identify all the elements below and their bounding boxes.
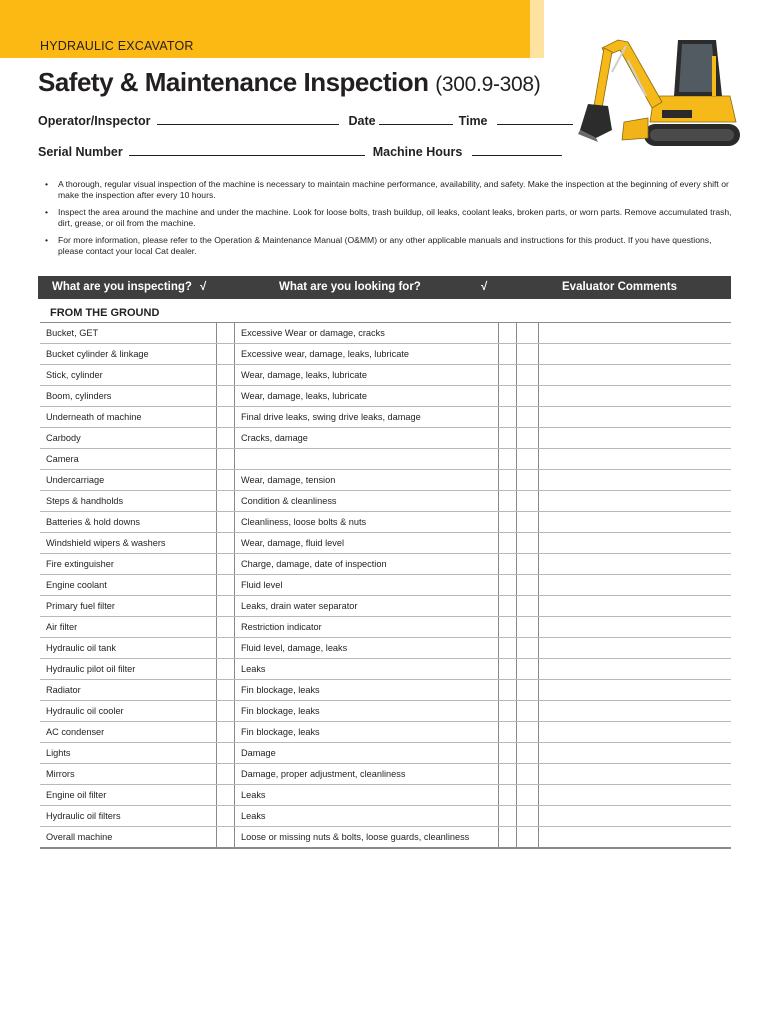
table-row xyxy=(40,470,731,491)
inspect-item-cell: Radiator xyxy=(46,685,81,695)
table-header xyxy=(38,276,731,299)
check-box-2[interactable] xyxy=(516,407,538,427)
table-row xyxy=(40,533,731,554)
spacer-cell xyxy=(498,449,516,469)
check-box-1[interactable] xyxy=(216,491,234,511)
look-for-cell: Excessive wear, damage, leaks, lubricate xyxy=(234,344,498,364)
spacer-cell xyxy=(498,428,516,448)
look-for-cell: Cleanliness, loose bolts & nuts xyxy=(234,512,498,532)
comments-cell[interactable] xyxy=(538,659,731,679)
check-box-1[interactable] xyxy=(216,680,234,700)
spacer-cell xyxy=(498,743,516,763)
look-for-cell: Fluid level xyxy=(234,575,498,595)
comments-cell[interactable] xyxy=(538,806,731,826)
look-for-cell: Loose or missing nuts & bolts, loose guards, cleanliness xyxy=(234,827,498,847)
inspect-item-cell: Fire extinguisher xyxy=(46,559,114,569)
inspect-item-cell: Air filter xyxy=(46,622,78,632)
look-for-cell: Wear, damage, fluid level xyxy=(234,533,498,553)
inspect-item-cell: Undercarriage xyxy=(46,475,105,485)
check-box-2[interactable] xyxy=(516,533,538,553)
spacer-cell xyxy=(498,701,516,721)
check-box-2[interactable] xyxy=(516,701,538,721)
table-row xyxy=(40,827,731,847)
table-row xyxy=(40,617,731,638)
spacer-cell xyxy=(498,764,516,784)
spacer-cell xyxy=(498,680,516,700)
comments-cell[interactable] xyxy=(538,449,731,469)
comments-cell[interactable] xyxy=(538,554,731,574)
table-row xyxy=(40,512,731,533)
title-main: Safety & Maintenance Inspection xyxy=(38,67,429,97)
comments-cell[interactable] xyxy=(538,365,731,385)
spacer-cell xyxy=(498,554,516,574)
check-box-1[interactable] xyxy=(216,365,234,385)
comments-cell[interactable] xyxy=(538,743,731,763)
table-row xyxy=(40,449,731,470)
look-for-cell: Fin blockage, leaks xyxy=(234,722,498,742)
spacer-cell xyxy=(498,827,516,847)
header-check-2: √ xyxy=(481,281,488,293)
operator-label: Operator/Inspector xyxy=(38,114,151,128)
check-box-1[interactable] xyxy=(216,344,234,364)
comments-cell[interactable] xyxy=(538,407,731,427)
spacer-cell xyxy=(498,596,516,616)
check-box-1[interactable] xyxy=(216,323,234,343)
operator-date-time-row xyxy=(38,114,573,128)
check-box-2[interactable] xyxy=(516,365,538,385)
check-box-2[interactable] xyxy=(516,386,538,406)
comments-cell[interactable] xyxy=(538,596,731,616)
table-row xyxy=(40,680,731,701)
inspect-item-cell: Bucket cylinder & linkage xyxy=(46,349,149,359)
check-box-2[interactable] xyxy=(516,344,538,364)
comments-cell[interactable] xyxy=(538,512,731,532)
operator-field[interactable] xyxy=(157,114,339,125)
look-for-cell: Cracks, damage xyxy=(234,428,498,448)
check-box-1[interactable] xyxy=(216,428,234,448)
inspect-item-cell: Primary fuel filter xyxy=(46,601,115,611)
machine-hours-label: Machine Hours xyxy=(372,145,463,159)
comments-cell[interactable] xyxy=(538,533,731,553)
spacer-cell xyxy=(498,512,516,532)
look-for-cell: Leaks xyxy=(234,659,498,679)
check-box-1[interactable] xyxy=(216,638,234,658)
table-row xyxy=(40,323,731,344)
spacer-cell xyxy=(498,323,516,343)
instruction-item: • A thorough, regular visual inspection of the machine is necessary to maintain machine performance, availability, and safety. Make the inspection at the beginning of every shift or make the inspection after every 10 hours. xyxy=(44,179,734,201)
look-for-cell: Fin blockage, leaks xyxy=(234,701,498,721)
table-row xyxy=(40,806,731,827)
check-box-2[interactable] xyxy=(516,785,538,805)
spacer-cell xyxy=(498,491,516,511)
check-box-1[interactable] xyxy=(216,386,234,406)
section-title: FROM THE GROUND xyxy=(50,307,160,319)
spacer-cell xyxy=(498,344,516,364)
date-field[interactable] xyxy=(379,114,453,125)
table-row xyxy=(40,638,731,659)
inspect-item-cell: Underneath of machine xyxy=(46,412,142,422)
comments-cell[interactable] xyxy=(538,701,731,721)
table-row xyxy=(40,365,731,386)
check-box-1[interactable] xyxy=(216,659,234,679)
inspect-item-cell: Hydraulic oil cooler xyxy=(46,706,124,716)
check-box-2[interactable] xyxy=(516,575,538,595)
check-box-1[interactable] xyxy=(216,575,234,595)
check-box-2[interactable] xyxy=(516,512,538,532)
comments-cell[interactable] xyxy=(538,344,731,364)
check-box-1[interactable] xyxy=(216,617,234,637)
spacer-cell xyxy=(498,806,516,826)
check-box-1[interactable] xyxy=(216,806,234,826)
inspect-item-cell: Camera xyxy=(46,454,79,464)
table-row xyxy=(40,386,731,407)
instructions-list xyxy=(44,179,734,263)
instruction-item: • For more information, please refer to the Operation & Maintenance Manual (O&MM) or any other applicable manuals and instructions for this product. If you have questions, please contact your local Cat dealer. xyxy=(44,235,734,257)
check-box-1[interactable] xyxy=(216,512,234,532)
spacer-cell xyxy=(498,407,516,427)
inspect-item-cell: AC condenser xyxy=(46,727,105,737)
check-box-1[interactable] xyxy=(216,407,234,427)
header-yellow-band-edge xyxy=(530,0,544,58)
check-box-1[interactable] xyxy=(216,449,234,469)
spacer-cell xyxy=(498,470,516,490)
look-for-cell: Wear, damage, leaks, lubricate xyxy=(234,386,498,406)
header-check-1: √ xyxy=(200,281,207,293)
inspect-item-cell: Lights xyxy=(46,748,71,758)
check-box-2[interactable] xyxy=(516,743,538,763)
check-box-2[interactable] xyxy=(516,827,538,847)
check-box-2[interactable] xyxy=(516,491,538,511)
inspect-item-cell: Hydraulic pilot oil filter xyxy=(46,664,136,674)
table-row xyxy=(40,554,731,575)
inspect-item-cell: Carbody xyxy=(46,433,81,443)
look-for-cell: Condition & cleanliness xyxy=(234,491,498,511)
look-for-cell: Restriction indicator xyxy=(234,617,498,637)
instruction-item: • Inspect the area around the machine and under the machine. Look for loose bolts, trash buildup, oil leaks, coolant leaks, broken parts, or worn parts. Remove accumulated trash, dirt, grease, or oil from the machine. xyxy=(44,207,734,229)
inspect-item-cell: Stick, cylinder xyxy=(46,370,103,380)
check-box-1[interactable] xyxy=(216,827,234,847)
comments-cell[interactable] xyxy=(538,386,731,406)
spacer-cell xyxy=(498,533,516,553)
look-for-cell: Damage xyxy=(234,743,498,763)
check-box-2[interactable] xyxy=(516,470,538,490)
comments-cell[interactable] xyxy=(538,491,731,511)
table-row xyxy=(40,491,731,512)
check-box-1[interactable] xyxy=(216,470,234,490)
spacer-cell xyxy=(498,617,516,637)
comments-cell[interactable] xyxy=(538,785,731,805)
look-for-cell: Damage, proper adjustment, cleanliness xyxy=(234,764,498,784)
serial-hours-row xyxy=(38,145,562,159)
spacer-cell xyxy=(498,386,516,406)
inspect-item-cell: Windshield wipers & washers xyxy=(46,538,166,548)
spacer-cell xyxy=(498,365,516,385)
look-for-cell: Final drive leaks, swing drive leaks, damage xyxy=(234,407,498,427)
serial-number-field[interactable] xyxy=(129,145,365,156)
table-row xyxy=(40,344,731,365)
inspection-table xyxy=(40,322,731,849)
look-for-cell xyxy=(234,449,498,469)
inspect-item-cell: Hydraulic oil tank xyxy=(46,643,116,653)
check-box-1[interactable] xyxy=(216,764,234,784)
header-inspecting: What are you inspecting? xyxy=(52,281,192,293)
inspect-item-cell: Boom, cylinders xyxy=(46,391,112,401)
inspect-item-cell: Mirrors xyxy=(46,769,75,779)
check-box-1[interactable] xyxy=(216,743,234,763)
page-title xyxy=(38,67,541,98)
inspect-item-cell: Hydraulic oil filters xyxy=(46,811,121,821)
time-field[interactable] xyxy=(497,114,573,125)
check-box-1[interactable] xyxy=(216,533,234,553)
spacer-cell xyxy=(498,575,516,595)
inspect-item-cell: Steps & handholds xyxy=(46,496,124,506)
comments-cell[interactable] xyxy=(538,827,731,847)
excavator-illustration xyxy=(566,26,742,150)
table-row xyxy=(40,701,731,722)
spacer-cell xyxy=(498,785,516,805)
comments-cell[interactable] xyxy=(538,764,731,784)
comments-cell[interactable] xyxy=(538,617,731,637)
check-box-1[interactable] xyxy=(216,722,234,742)
inspect-item-cell: Engine oil filter xyxy=(46,790,107,800)
table-row xyxy=(40,743,731,764)
look-for-cell: Leaks, drain water separator xyxy=(234,596,498,616)
check-box-2[interactable] xyxy=(516,428,538,448)
check-box-2[interactable] xyxy=(516,764,538,784)
check-box-2[interactable] xyxy=(516,449,538,469)
comments-cell[interactable] xyxy=(538,638,731,658)
check-box-1[interactable] xyxy=(216,554,234,574)
spacer-cell xyxy=(498,659,516,679)
check-box-2[interactable] xyxy=(516,722,538,742)
table-row xyxy=(40,428,731,449)
inspect-item-cell: Engine coolant xyxy=(46,580,107,590)
header-looking-for: What are you looking for? xyxy=(279,281,421,293)
check-box-1[interactable] xyxy=(216,785,234,805)
comments-cell[interactable] xyxy=(538,722,731,742)
check-box-2[interactable] xyxy=(516,617,538,637)
table-row xyxy=(40,722,731,743)
look-for-cell: Excessive Wear or damage, cracks xyxy=(234,323,498,343)
check-box-1[interactable] xyxy=(216,596,234,616)
look-for-cell: Fluid level, damage, leaks xyxy=(234,638,498,658)
look-for-cell: Leaks xyxy=(234,806,498,826)
comments-cell[interactable] xyxy=(538,680,731,700)
comments-cell[interactable] xyxy=(538,575,731,595)
comments-cell[interactable] xyxy=(538,428,731,448)
comments-cell[interactable] xyxy=(538,470,731,490)
check-box-2[interactable] xyxy=(516,659,538,679)
table-row xyxy=(40,764,731,785)
look-for-cell: Wear, damage, leaks, lubricate xyxy=(234,365,498,385)
table-row xyxy=(40,407,731,428)
document-subtitle: HYDRAULIC EXCAVATOR xyxy=(40,39,194,53)
date-label: Date xyxy=(348,114,376,128)
look-for-cell: Fin blockage, leaks xyxy=(234,680,498,700)
look-for-cell: Wear, damage, tension xyxy=(234,470,498,490)
check-box-2[interactable] xyxy=(516,554,538,574)
table-row xyxy=(40,785,731,806)
serial-number-label: Serial Number xyxy=(38,145,123,159)
title-model-range: (300.9-308) xyxy=(435,73,541,96)
machine-hours-field[interactable] xyxy=(472,145,562,156)
time-label: Time xyxy=(458,114,488,128)
table-row xyxy=(40,659,731,680)
check-box-1[interactable] xyxy=(216,701,234,721)
check-box-2[interactable] xyxy=(516,323,538,343)
spacer-cell xyxy=(498,638,516,658)
look-for-cell: Charge, damage, date of inspection xyxy=(234,554,498,574)
inspect-item-cell: Bucket, GET xyxy=(46,328,99,338)
check-box-2[interactable] xyxy=(516,680,538,700)
check-box-2[interactable] xyxy=(516,638,538,658)
spacer-cell xyxy=(498,722,516,742)
comments-cell[interactable] xyxy=(538,323,731,343)
inspect-item-cell: Overall machine xyxy=(46,832,113,842)
table-row xyxy=(40,596,731,617)
table-row xyxy=(40,575,731,596)
inspect-item-cell: Batteries & hold downs xyxy=(46,517,140,527)
check-box-2[interactable] xyxy=(516,806,538,826)
header-evaluator-comments: Evaluator Comments xyxy=(562,281,678,293)
check-box-2[interactable] xyxy=(516,596,538,616)
look-for-cell: Leaks xyxy=(234,785,498,805)
